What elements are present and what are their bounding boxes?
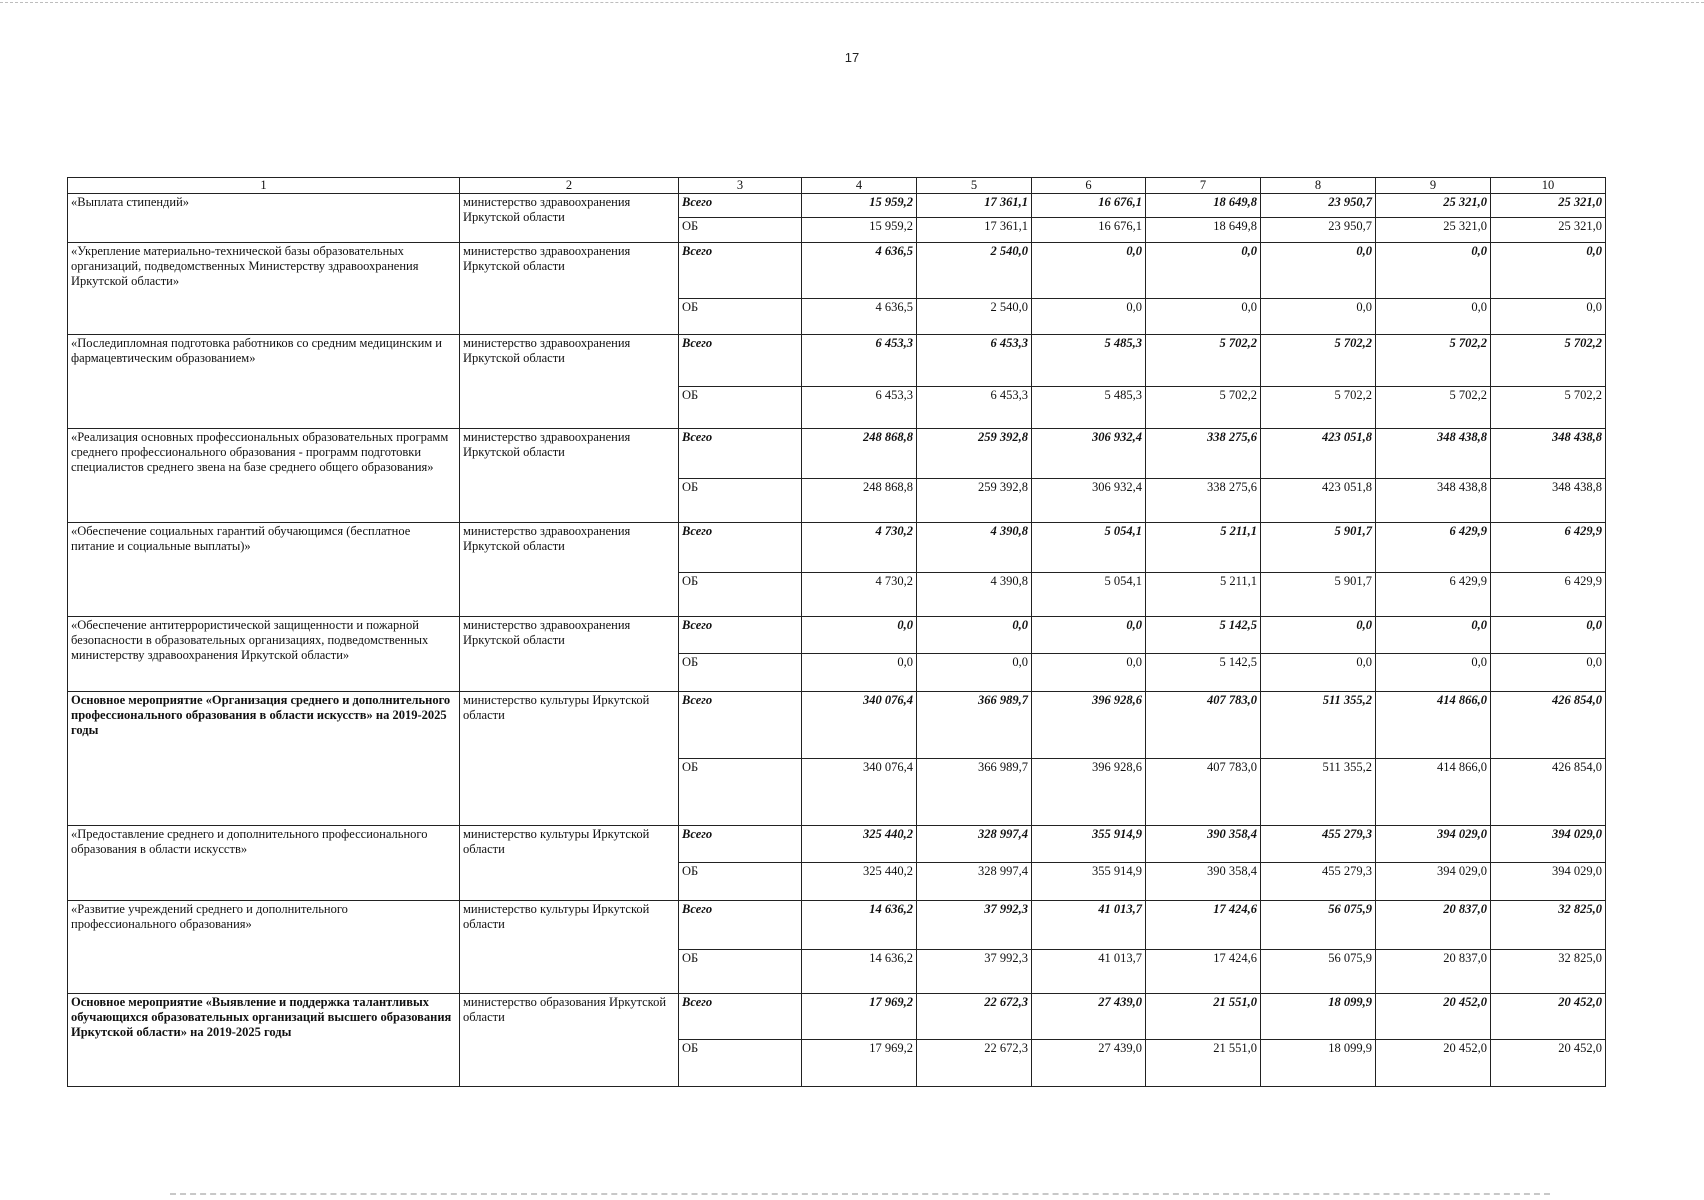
ob-amount: 5 901,7 bbox=[1261, 573, 1376, 617]
ob-amount: 18 099,9 bbox=[1261, 1040, 1376, 1087]
ob-amount: 0,0 bbox=[1261, 299, 1376, 335]
executor: министерство здравоохранения Иркутской области bbox=[460, 429, 679, 523]
ob-amount: 423 051,8 bbox=[1261, 479, 1376, 523]
ob-amount: 5 702,2 bbox=[1146, 387, 1261, 429]
column-header: 3 bbox=[679, 178, 802, 194]
ob-amount: 25 321,0 bbox=[1491, 218, 1606, 243]
ob-amount: 22 672,3 bbox=[917, 1040, 1032, 1087]
total-amount: 259 392,8 bbox=[917, 429, 1032, 479]
column-header: 7 bbox=[1146, 178, 1261, 194]
total-amount: 0,0 bbox=[802, 617, 917, 654]
total-amount: 511 355,2 bbox=[1261, 692, 1376, 759]
total-amount: 37 992,3 bbox=[917, 901, 1032, 950]
measure-name: «Выплата стипендий» bbox=[68, 194, 460, 243]
total-amount: 20 452,0 bbox=[1491, 994, 1606, 1040]
measure-name: «Укрепление материально-технической базы образовательных организаций, подведомственных Министерству здравоохранения Иркутской области» bbox=[68, 243, 460, 335]
table-row bbox=[68, 429, 1606, 479]
table-row bbox=[68, 523, 1606, 573]
executor: министерство культуры Иркутской области bbox=[460, 901, 679, 994]
ob-amount: 41 013,7 bbox=[1032, 950, 1146, 994]
total-amount: 407 783,0 bbox=[1146, 692, 1261, 759]
funding-source-ob: ОБ bbox=[679, 387, 802, 429]
page-number: 17 bbox=[844, 50, 860, 65]
ob-amount: 394 029,0 bbox=[1376, 863, 1491, 901]
total-amount: 0,0 bbox=[1376, 243, 1491, 299]
funding-source-total: Всего bbox=[679, 901, 802, 950]
ob-amount: 396 928,6 bbox=[1032, 759, 1146, 826]
ob-amount: 5 211,1 bbox=[1146, 573, 1261, 617]
table-row bbox=[68, 826, 1606, 863]
ob-amount: 20 452,0 bbox=[1376, 1040, 1491, 1087]
table-body bbox=[68, 194, 1606, 1087]
ob-amount: 6 453,3 bbox=[917, 387, 1032, 429]
funding-source-ob: ОБ bbox=[679, 1040, 802, 1087]
total-amount: 23 950,7 bbox=[1261, 194, 1376, 218]
column-header: 6 bbox=[1032, 178, 1146, 194]
total-amount: 0,0 bbox=[1032, 243, 1146, 299]
ob-amount: 20 452,0 bbox=[1491, 1040, 1606, 1087]
ob-amount: 17 424,6 bbox=[1146, 950, 1261, 994]
total-amount: 5 702,2 bbox=[1491, 335, 1606, 387]
ob-amount: 426 854,0 bbox=[1491, 759, 1606, 826]
ob-amount: 0,0 bbox=[1032, 654, 1146, 692]
total-amount: 390 358,4 bbox=[1146, 826, 1261, 863]
total-amount: 5 702,2 bbox=[1146, 335, 1261, 387]
executor: министерство здравоохранения Иркутской области bbox=[460, 194, 679, 243]
total-amount: 16 676,1 bbox=[1032, 194, 1146, 218]
column-header: 5 bbox=[917, 178, 1032, 194]
total-amount: 4 390,8 bbox=[917, 523, 1032, 573]
measure-name: Основное мероприятие «Организация среднего и дополнительного профессионального образования в области искусств» на 2019-2025 годы bbox=[68, 692, 460, 826]
ob-amount: 390 358,4 bbox=[1146, 863, 1261, 901]
funding-source-ob: ОБ bbox=[679, 654, 802, 692]
total-amount: 325 440,2 bbox=[802, 826, 917, 863]
total-amount: 248 868,8 bbox=[802, 429, 917, 479]
ob-amount: 16 676,1 bbox=[1032, 218, 1146, 243]
total-amount: 5 901,7 bbox=[1261, 523, 1376, 573]
total-amount: 41 013,7 bbox=[1032, 901, 1146, 950]
funding-source-total: Всего bbox=[679, 243, 802, 299]
total-amount: 0,0 bbox=[1146, 243, 1261, 299]
total-amount: 17 424,6 bbox=[1146, 901, 1261, 950]
ob-amount: 6 429,9 bbox=[1491, 573, 1606, 617]
ob-amount: 5 702,2 bbox=[1376, 387, 1491, 429]
ob-amount: 414 866,0 bbox=[1376, 759, 1491, 826]
total-amount: 355 914,9 bbox=[1032, 826, 1146, 863]
total-amount: 426 854,0 bbox=[1491, 692, 1606, 759]
executor: министерство здравоохранения Иркутской области bbox=[460, 617, 679, 692]
column-header: 9 bbox=[1376, 178, 1491, 194]
total-amount: 394 029,0 bbox=[1376, 826, 1491, 863]
total-amount: 306 932,4 bbox=[1032, 429, 1146, 479]
total-amount: 0,0 bbox=[1261, 243, 1376, 299]
ob-amount: 0,0 bbox=[1032, 299, 1146, 335]
ob-amount: 0,0 bbox=[1261, 654, 1376, 692]
table-row bbox=[68, 243, 1606, 299]
ob-amount: 0,0 bbox=[1376, 299, 1491, 335]
total-amount: 6 453,3 bbox=[802, 335, 917, 387]
table-row bbox=[68, 194, 1606, 218]
funding-source-total: Всего bbox=[679, 429, 802, 479]
ob-amount: 348 438,8 bbox=[1491, 479, 1606, 523]
total-amount: 2 540,0 bbox=[917, 243, 1032, 299]
total-amount: 0,0 bbox=[1491, 243, 1606, 299]
column-header: 4 bbox=[802, 178, 917, 194]
ob-amount: 0,0 bbox=[1146, 299, 1261, 335]
total-amount: 4 636,5 bbox=[802, 243, 917, 299]
total-amount: 27 439,0 bbox=[1032, 994, 1146, 1040]
ob-amount: 17 969,2 bbox=[802, 1040, 917, 1087]
ob-amount: 248 868,8 bbox=[802, 479, 917, 523]
total-amount: 6 453,3 bbox=[917, 335, 1032, 387]
column-header: 2 bbox=[460, 178, 679, 194]
ob-amount: 4 636,5 bbox=[802, 299, 917, 335]
funding-source-total: Всего bbox=[679, 194, 802, 218]
funding-source-ob: ОБ bbox=[679, 759, 802, 826]
ob-amount: 366 989,7 bbox=[917, 759, 1032, 826]
ob-amount: 20 837,0 bbox=[1376, 950, 1491, 994]
total-amount: 5 485,3 bbox=[1032, 335, 1146, 387]
funding-source-ob: ОБ bbox=[679, 863, 802, 901]
total-amount: 0,0 bbox=[1376, 617, 1491, 654]
ob-amount: 0,0 bbox=[1491, 654, 1606, 692]
column-number-row bbox=[68, 178, 1606, 194]
total-amount: 20 837,0 bbox=[1376, 901, 1491, 950]
ob-amount: 6 453,3 bbox=[802, 387, 917, 429]
executor: министерство образования Иркутской области bbox=[460, 994, 679, 1087]
ob-amount: 56 075,9 bbox=[1261, 950, 1376, 994]
total-amount: 348 438,8 bbox=[1491, 429, 1606, 479]
ob-amount: 6 429,9 bbox=[1376, 573, 1491, 617]
total-amount: 396 928,6 bbox=[1032, 692, 1146, 759]
ob-amount: 0,0 bbox=[1491, 299, 1606, 335]
ob-amount: 5 142,5 bbox=[1146, 654, 1261, 692]
ob-amount: 4 390,8 bbox=[917, 573, 1032, 617]
table-row bbox=[68, 617, 1606, 654]
funding-source-ob: ОБ bbox=[679, 299, 802, 335]
ob-amount: 2 540,0 bbox=[917, 299, 1032, 335]
scan-top-edge bbox=[0, 2, 1704, 3]
funding-source-ob: ОБ bbox=[679, 218, 802, 243]
total-amount: 6 429,9 bbox=[1491, 523, 1606, 573]
ob-amount: 27 439,0 bbox=[1032, 1040, 1146, 1087]
total-amount: 20 452,0 bbox=[1376, 994, 1491, 1040]
column-header: 8 bbox=[1261, 178, 1376, 194]
ob-amount: 348 438,8 bbox=[1376, 479, 1491, 523]
funding-source-total: Всего bbox=[679, 826, 802, 863]
funding-source-ob: ОБ bbox=[679, 950, 802, 994]
ob-amount: 25 321,0 bbox=[1376, 218, 1491, 243]
total-amount: 25 321,0 bbox=[1376, 194, 1491, 218]
funding-source-total: Всего bbox=[679, 994, 802, 1040]
measure-name: «Обеспечение социальных гарантий обучающимся (бесплатное питание и социальные выплаты)» bbox=[68, 523, 460, 617]
total-amount: 5 211,1 bbox=[1146, 523, 1261, 573]
scan-bottom-edge bbox=[170, 1193, 1550, 1195]
table-row bbox=[68, 692, 1606, 759]
ob-amount: 306 932,4 bbox=[1032, 479, 1146, 523]
ob-amount: 23 950,7 bbox=[1261, 218, 1376, 243]
ob-amount: 17 361,1 bbox=[917, 218, 1032, 243]
total-amount: 5 054,1 bbox=[1032, 523, 1146, 573]
total-amount: 328 997,4 bbox=[917, 826, 1032, 863]
total-amount: 17 969,2 bbox=[802, 994, 917, 1040]
total-amount: 32 825,0 bbox=[1491, 901, 1606, 950]
total-amount: 25 321,0 bbox=[1491, 194, 1606, 218]
funding-source-total: Всего bbox=[679, 617, 802, 654]
ob-amount: 5 702,2 bbox=[1491, 387, 1606, 429]
table-row bbox=[68, 335, 1606, 387]
executor: министерство здравоохранения Иркутской области bbox=[460, 243, 679, 335]
total-amount: 56 075,9 bbox=[1261, 901, 1376, 950]
total-amount: 338 275,6 bbox=[1146, 429, 1261, 479]
ob-amount: 0,0 bbox=[1376, 654, 1491, 692]
ob-amount: 394 029,0 bbox=[1491, 863, 1606, 901]
total-amount: 366 989,7 bbox=[917, 692, 1032, 759]
ob-amount: 328 997,4 bbox=[917, 863, 1032, 901]
total-amount: 0,0 bbox=[1491, 617, 1606, 654]
ob-amount: 355 914,9 bbox=[1032, 863, 1146, 901]
ob-amount: 455 279,3 bbox=[1261, 863, 1376, 901]
ob-amount: 37 992,3 bbox=[917, 950, 1032, 994]
total-amount: 394 029,0 bbox=[1491, 826, 1606, 863]
ob-amount: 32 825,0 bbox=[1491, 950, 1606, 994]
ob-amount: 0,0 bbox=[917, 654, 1032, 692]
ob-amount: 15 959,2 bbox=[802, 218, 917, 243]
total-amount: 348 438,8 bbox=[1376, 429, 1491, 479]
ob-amount: 5 054,1 bbox=[1032, 573, 1146, 617]
total-amount: 0,0 bbox=[917, 617, 1032, 654]
funding-source-ob: ОБ bbox=[679, 479, 802, 523]
ob-amount: 325 440,2 bbox=[802, 863, 917, 901]
ob-amount: 4 730,2 bbox=[802, 573, 917, 617]
total-amount: 6 429,9 bbox=[1376, 523, 1491, 573]
total-amount: 5 142,5 bbox=[1146, 617, 1261, 654]
total-amount: 4 730,2 bbox=[802, 523, 917, 573]
total-amount: 15 959,2 bbox=[802, 194, 917, 218]
measure-name: «Последипломная подготовка работников со средним медицинским и фармацевтическим образованием» bbox=[68, 335, 460, 429]
total-amount: 0,0 bbox=[1261, 617, 1376, 654]
funding-source-total: Всего bbox=[679, 692, 802, 759]
funding-source-total: Всего bbox=[679, 523, 802, 573]
total-amount: 0,0 bbox=[1032, 617, 1146, 654]
ob-amount: 5 702,2 bbox=[1261, 387, 1376, 429]
budget-table bbox=[67, 177, 1606, 1087]
executor: министерство культуры Иркутской области bbox=[460, 826, 679, 901]
total-amount: 423 051,8 bbox=[1261, 429, 1376, 479]
measure-name: «Обеспечение антитеррористической защищенности и пожарной безопасности в образовательных организациях, подведомственных министерству здравоохранения Иркутской области» bbox=[68, 617, 460, 692]
ob-amount: 338 275,6 bbox=[1146, 479, 1261, 523]
ob-amount: 14 636,2 bbox=[802, 950, 917, 994]
total-amount: 5 702,2 bbox=[1376, 335, 1491, 387]
ob-amount: 18 649,8 bbox=[1146, 218, 1261, 243]
funding-source-ob: ОБ bbox=[679, 573, 802, 617]
table-row bbox=[68, 901, 1606, 950]
total-amount: 14 636,2 bbox=[802, 901, 917, 950]
ob-amount: 511 355,2 bbox=[1261, 759, 1376, 826]
executor: министерство здравоохранения Иркутской области bbox=[460, 523, 679, 617]
ob-amount: 21 551,0 bbox=[1146, 1040, 1261, 1087]
table-row bbox=[68, 994, 1606, 1040]
column-header: 10 bbox=[1491, 178, 1606, 194]
total-amount: 22 672,3 bbox=[917, 994, 1032, 1040]
ob-amount: 259 392,8 bbox=[917, 479, 1032, 523]
total-amount: 340 076,4 bbox=[802, 692, 917, 759]
ob-amount: 5 485,3 bbox=[1032, 387, 1146, 429]
funding-source-total: Всего bbox=[679, 335, 802, 387]
measure-name: «Предоставление среднего и дополнительного профессионального образования в области искусств» bbox=[68, 826, 460, 901]
measure-name: Основное мероприятие «Выявление и поддержка талантливых обучающихся образовательных организаций высшего образования Иркутской области» на 2019-2025 годы bbox=[68, 994, 460, 1087]
ob-amount: 0,0 bbox=[802, 654, 917, 692]
total-amount: 414 866,0 bbox=[1376, 692, 1491, 759]
ob-amount: 407 783,0 bbox=[1146, 759, 1261, 826]
total-amount: 18 649,8 bbox=[1146, 194, 1261, 218]
total-amount: 455 279,3 bbox=[1261, 826, 1376, 863]
measure-name: «Реализация основных профессиональных образовательных программ среднего профессионального образования - программ подготовки специалистов среднего звена на базе среднего общего образования» bbox=[68, 429, 460, 523]
ob-amount: 340 076,4 bbox=[802, 759, 917, 826]
executor: министерство здравоохранения Иркутской области bbox=[460, 335, 679, 429]
total-amount: 5 702,2 bbox=[1261, 335, 1376, 387]
executor: министерство культуры Иркутской области bbox=[460, 692, 679, 826]
measure-name: «Развитие учреждений среднего и дополнительного профессионального образования» bbox=[68, 901, 460, 994]
column-header: 1 bbox=[68, 178, 460, 194]
total-amount: 18 099,9 bbox=[1261, 994, 1376, 1040]
total-amount: 17 361,1 bbox=[917, 194, 1032, 218]
total-amount: 21 551,0 bbox=[1146, 994, 1261, 1040]
